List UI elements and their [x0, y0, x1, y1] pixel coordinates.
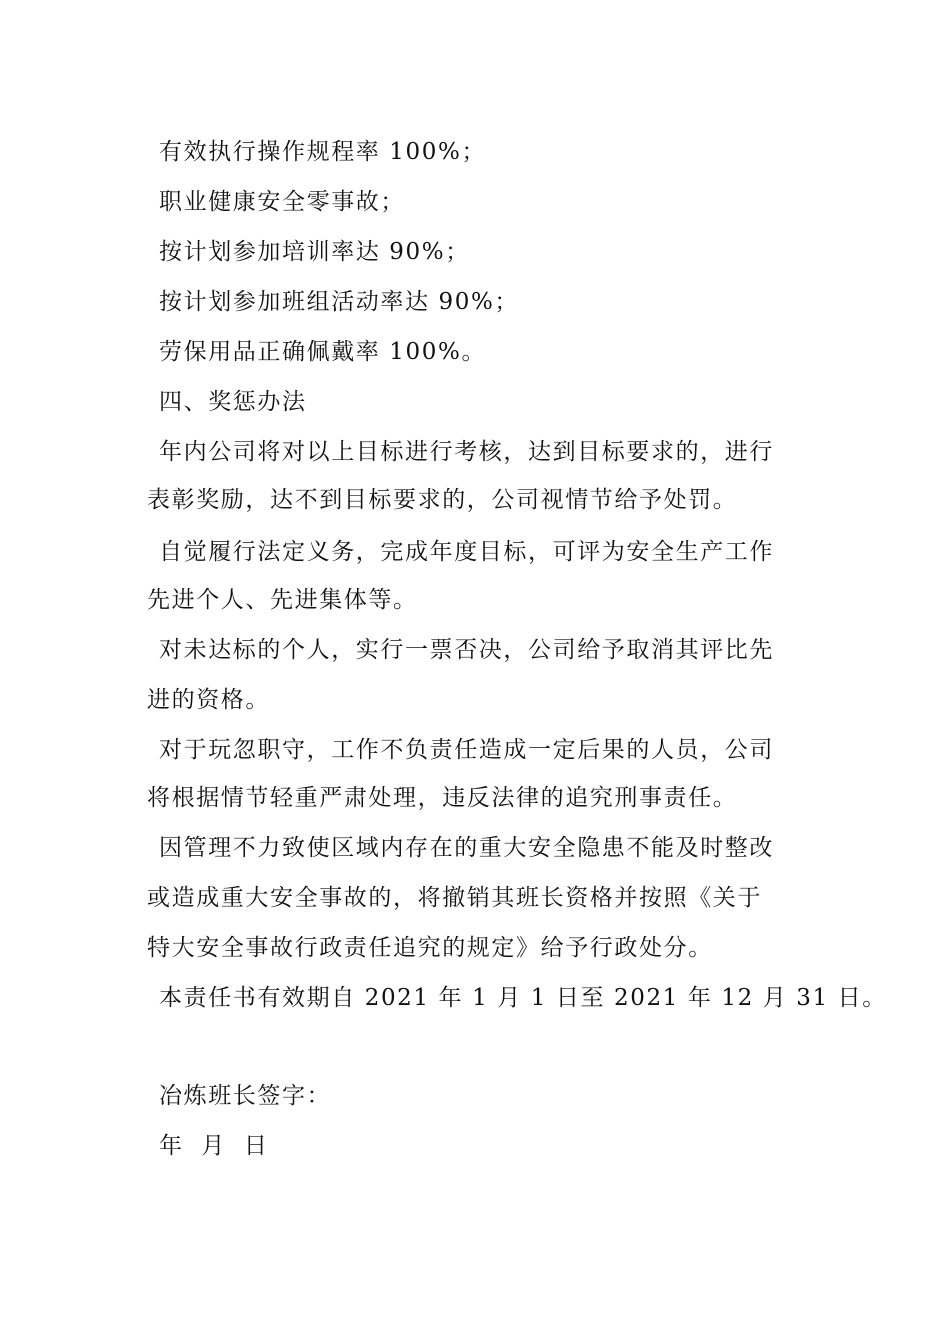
target-item: 按计划参加班组活动率达 90%； [159, 289, 520, 315]
target-item: 按计划参加培训率达 90%； [159, 239, 470, 265]
paragraph-line: 年内公司将对以上目标进行考核，达到目标要求的，进行 [159, 439, 774, 465]
paragraph-line: 将根据情节轻重严肃处理，违反法律的追究刑事责任。 [147, 785, 738, 811]
paragraph-line: 表彰奖励，达不到目标要求的，公司视情节给予处罚。 [147, 487, 738, 513]
paragraph-line: 进的资格。 [147, 687, 270, 713]
target-item: 有效执行操作规程率 100%； [159, 139, 487, 165]
target-item: 劳保用品正确佩戴率 100%。 [159, 339, 487, 365]
paragraph-line: 或造成重大安全事故的，将撤销其班长资格并按照《关于 [147, 885, 762, 911]
signature-label: 冶炼班长签字： [159, 1083, 332, 1109]
paragraph-line: 对于玩忽职守，工作不负责任造成一定后果的人员，公司 [159, 737, 774, 763]
section-heading: 四、奖惩办法 [159, 389, 307, 415]
paragraph-line: 特大安全事故行政责任追究的规定》给予行政处分。 [147, 935, 713, 961]
date-line: 年 月 日 [159, 1133, 269, 1159]
target-item: 职业健康安全零事故； [159, 189, 405, 215]
paragraph-line: 对未达标的个人，实行一票否决，公司给予取消其评比先 [159, 637, 774, 663]
validity-statement: 本责任书有效期自 2021 年 1 月 1 日至 2021 年 12 月 31 日。 [159, 985, 887, 1011]
paragraph-line: 自觉履行法定义务，完成年度目标，可评为安全生产工作 [159, 539, 774, 565]
paragraph-line: 先进个人、先进集体等。 [147, 587, 418, 613]
paragraph-line: 因管理不力致使区域内存在的重大安全隐患不能及时整改 [159, 835, 774, 861]
